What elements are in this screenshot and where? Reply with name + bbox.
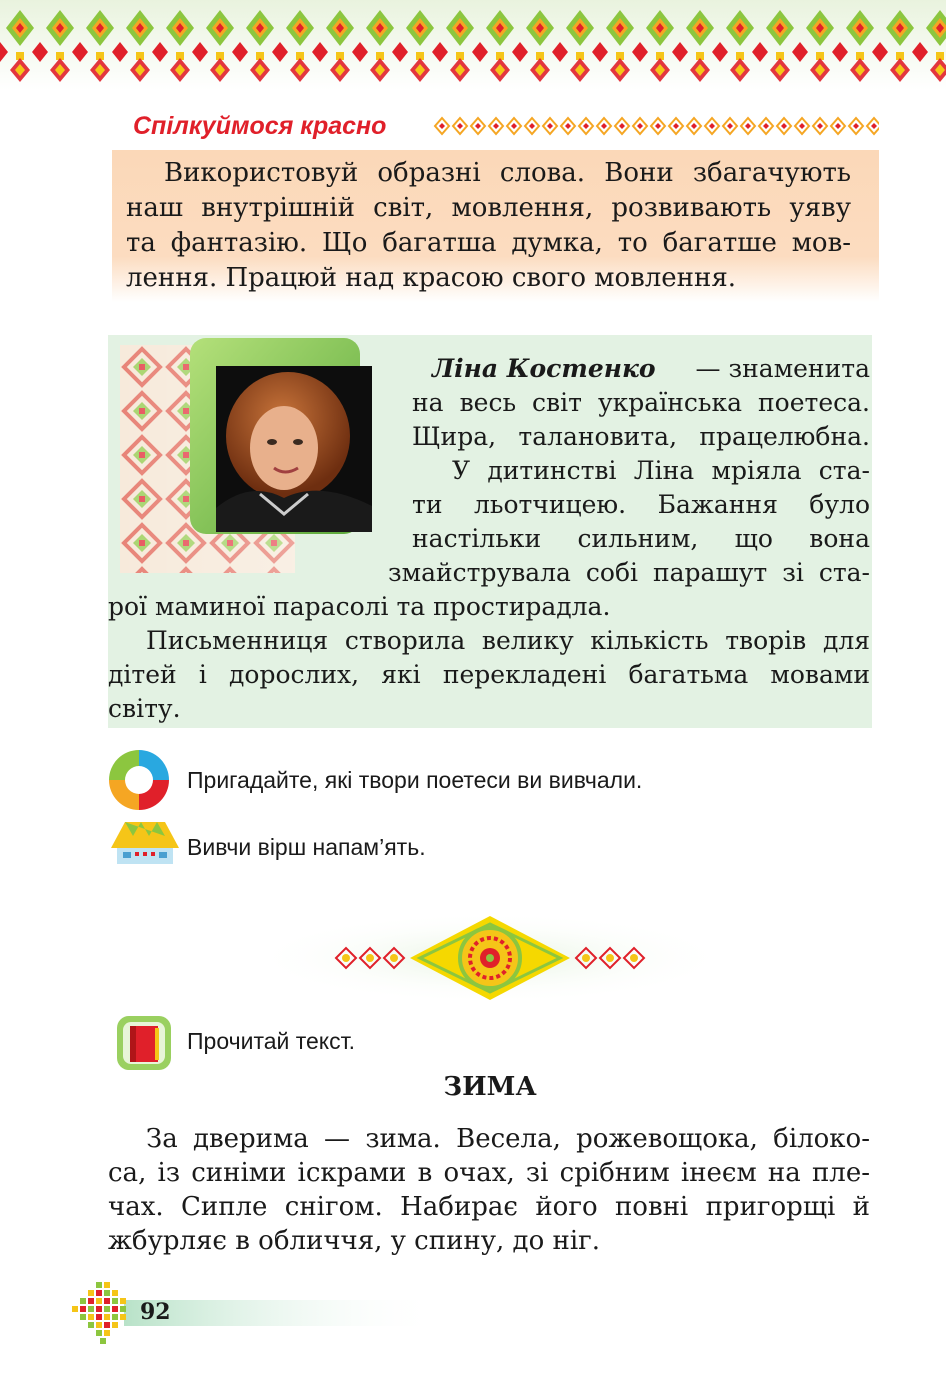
folk-ornament-divider: [250, 912, 730, 1004]
poet-name: Ліна Костенко: [432, 354, 656, 383]
page-number: 92: [140, 1299, 171, 1325]
bio-line: настільки сильним, що вона: [412, 524, 870, 553]
page-corner-ornament: [68, 1278, 440, 1348]
task-text: Вивчи вірш напам’ять.: [187, 834, 426, 860]
section-title: Спілкуймося красно: [133, 112, 387, 140]
tip-line: та фантазію. Що багатша думка, то багатше мов-: [126, 228, 851, 258]
bio-line: [412, 352, 870, 386]
title-ornament: [433, 116, 879, 136]
task-text: Пригадайте, які твори поетеси ви вивчали.: [187, 767, 643, 793]
bio-line: Письменниця створила велику кількість творів для: [146, 626, 870, 655]
tip-text: [126, 156, 851, 296]
story-line: чах. Сипле снігом. Набирає його повні пригорщі й: [108, 1192, 870, 1222]
story-title: ЗИМА: [443, 1072, 537, 1102]
portrait-photo: [180, 338, 375, 538]
bio-line: дітей і дорослих, які перекладені багатьма мовами: [108, 660, 870, 689]
bio-line: на весь світ українська поетеса.: [412, 388, 870, 417]
story-line: са, із синіми іскрами в очах, зі срібним інеєм на пле-: [108, 1158, 870, 1188]
bio-line: змайструвала собі парашут зі ста-: [388, 558, 870, 587]
top-ornament-border: [0, 0, 946, 90]
tip-line: Використовуй образні слова. Вони збагачують: [164, 158, 851, 188]
bio-line: ти льотчицею. Бажання було: [412, 490, 870, 519]
bio-line: рої маминої парасолі та простирадла.: [108, 592, 611, 621]
color-wheel-icon: [107, 748, 171, 812]
bio-line: У дитинстві Ліна мріяла ста-: [452, 456, 870, 485]
bio-line: Щира, талановита, працелюбна.: [412, 422, 870, 451]
book-icon: [115, 1014, 173, 1072]
tip-line: наш внутрішній світ, мовлення, розвивають уяву: [126, 193, 851, 223]
story-line: жбурляє в обличчя, у спину, до ніг.: [108, 1226, 601, 1256]
bio-line-1-rest: — знаменита: [695, 354, 870, 383]
story-line: За дверима — зима. Весела, рожевощока, білоко-: [146, 1124, 870, 1154]
task-text: Прочитай текст.: [187, 1028, 356, 1054]
bio-line: світу.: [108, 694, 181, 723]
tip-line: лення. Працюй над красою свого мовлення.: [126, 263, 737, 293]
house-icon: [107, 818, 183, 864]
